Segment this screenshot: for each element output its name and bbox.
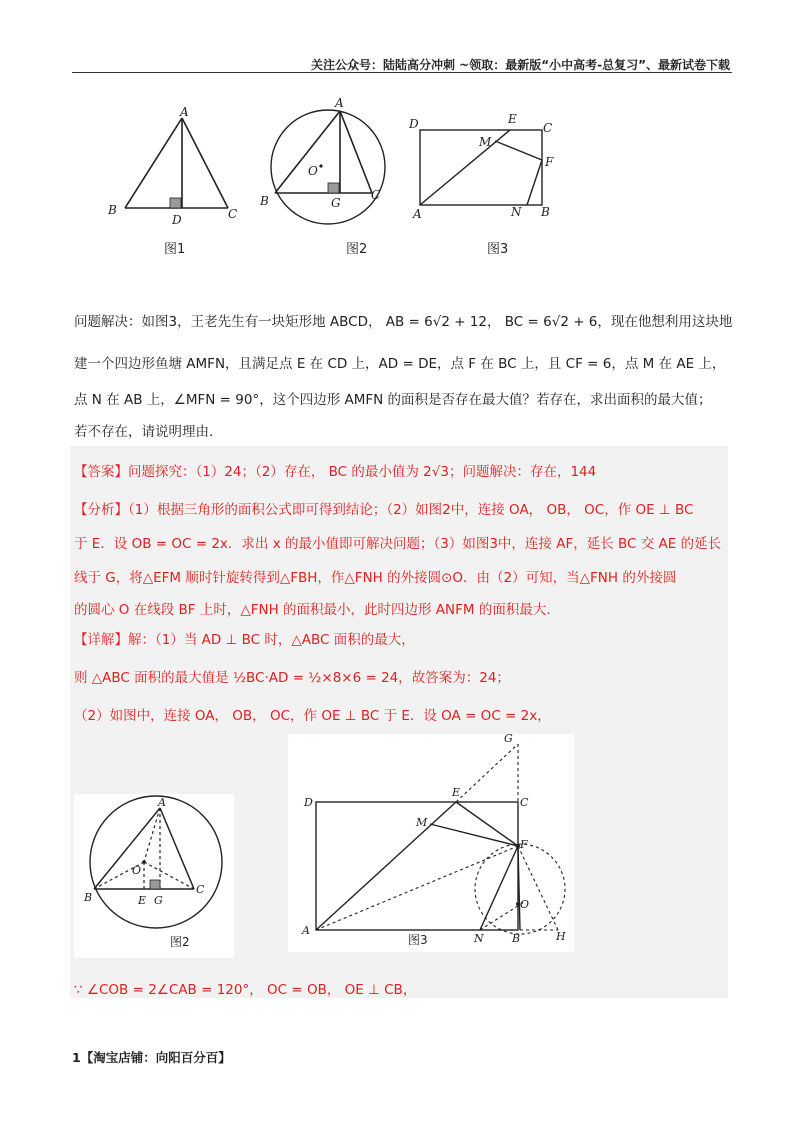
b-fig3-label-o: O: [520, 898, 530, 911]
b-fig3-label-b: B: [512, 932, 521, 945]
figure-2-circle: [255, 95, 395, 230]
bottom-figure-2: [74, 794, 234, 958]
b-fig3-label-c: C: [520, 796, 529, 809]
page-footer: 1【淘宝店铺：向阳百分百】: [72, 1050, 231, 1065]
b-fig3-label-m: M: [416, 816, 428, 829]
b-fig3-label-h: H: [556, 930, 566, 943]
b-fig2-label-c: C: [196, 883, 205, 896]
fig2-label-b: B: [260, 194, 269, 208]
b-fig3-label-n: N: [474, 932, 484, 945]
fig2-label-a: A: [335, 96, 344, 110]
fig2-label-c: C: [371, 188, 381, 202]
fig2-label-g: G: [331, 196, 341, 210]
fig3-label-e: E: [508, 112, 517, 126]
problem-line-3: 点 N 在 AB 上，∠MFN = 90°，这个四边形 AMFN 的面积是否存在最大值？若存在，求出面积的最大值；: [74, 392, 712, 408]
problem-line-4: 若不存在，请说明理由.: [74, 424, 214, 440]
bottom-figure-3: [288, 734, 574, 952]
fig2-caption: 图2: [346, 242, 368, 257]
b-fig2-label-o: O: [132, 864, 142, 877]
b-fig2-caption: 图2: [170, 935, 190, 949]
fig3-caption: 图3: [487, 242, 509, 257]
fig3-label-n: N: [511, 205, 522, 219]
b-fig2-label-g: G: [154, 894, 163, 907]
fig3-label-d: D: [409, 117, 419, 131]
fig3-label-m: M: [479, 135, 492, 149]
fig1-caption: 图1: [164, 242, 186, 257]
analysis-line-4: 的圆心 O 在线段 BF 上时，△FNH 的面积最小，此时四边形 ANFM 的面积最大.: [74, 602, 551, 618]
header-rule: [72, 72, 732, 73]
answer-line: 【答案】问题探究：（1）24；（2）存在， BC 的最小值为 2√3；问题解决：存在，144: [74, 464, 597, 480]
fig1-label-b: B: [108, 203, 117, 217]
fig1-label-c: C: [228, 207, 238, 221]
fig3-label-c: C: [543, 121, 553, 135]
detail-line-2: 则 △ABC 面积的最大值是 ½BC·AD = ½×8×6 = 24，故答案为：24；: [74, 670, 510, 686]
analysis-line-1: 【分析】（1）根据三角形的面积公式即可得到结论；（2）如图2中，连接 OA， OB， OC，作 OE ⊥ BC: [74, 502, 694, 518]
b-fig3-caption: 图3: [408, 933, 428, 947]
b-fig2-label-e: E: [138, 894, 147, 907]
fig1-label-d: D: [172, 213, 182, 227]
b-fig3-label-g: G: [504, 734, 513, 745]
problem-line-2: 建一个四边形鱼塘 AMFN，且满足点 E 在 CD 上，AD = DE，点 F 在 BC 上，且 CF = 6，点 M 在 AE 上，: [74, 356, 726, 372]
detail-line-1: 【详解】解：（1）当 AD ⊥ BC 时，△ABC 面积的最大，: [74, 632, 415, 648]
b-fig2-label-b: B: [84, 891, 93, 904]
analysis-line-2: 于 E．设 OB = OC = 2x．求出 x 的最小值即可解决问题；（3）如图3中，连接 AF，延长 BC 交 AE 的延长: [74, 536, 722, 552]
b-fig3-label-e: E: [452, 786, 461, 799]
last-line: ∵ ∠COB = 2∠CAB = 120°， OC = OB， OE ⊥ CB，: [74, 982, 417, 998]
b-fig3-label-a: A: [302, 924, 310, 937]
analysis-line-3: 线于 G，将△EFM 顺时针旋转得到△FBH，作△FNH 的外接圆⊙O．由（2）可知，当△FNH 的外接圆: [74, 570, 677, 586]
figure-1-triangle: [100, 100, 240, 230]
fig3-label-b: B: [541, 205, 550, 219]
page-header: 关注公众号：陆陆高分冲刺 ~领取：最新版“小中高考-总复习”、最新试卷下载: [311, 58, 730, 72]
b-fig3-label-d: D: [304, 796, 313, 809]
figure-3-rectangle: [405, 110, 565, 225]
fig3-label-f: F: [545, 155, 554, 169]
detail-line-3: （2）如图中，连接 OA， OB， OC，作 OE ⊥ BC 于 E．设 OA = OC = 2x，: [74, 708, 551, 724]
fig1-label-a: A: [180, 105, 189, 119]
fig3-label-a: A: [413, 207, 422, 221]
fig2-label-o: O: [308, 164, 318, 178]
problem-line-1: 问题解决：如图3，王老先生有一块矩形地 ABCD， AB = 6√2 + 12， BC = 6√2 + 6，现在他想利用这块地: [74, 314, 733, 330]
b-fig2-label-a: A: [158, 796, 166, 809]
b-fig3-label-f: F: [520, 838, 528, 851]
